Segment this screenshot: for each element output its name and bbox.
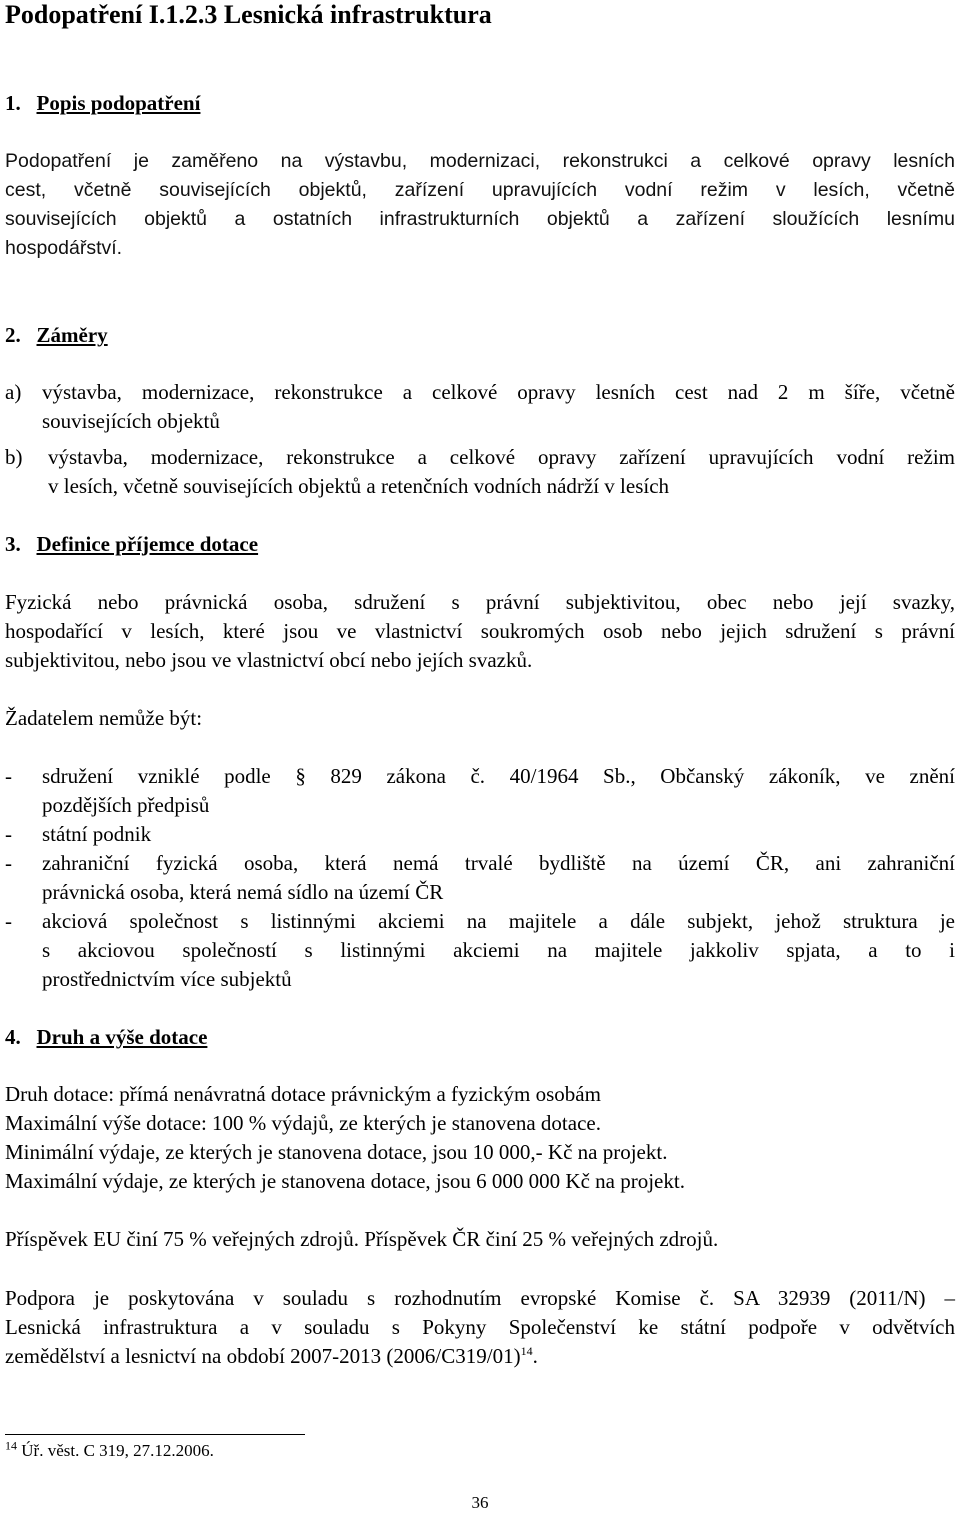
section-3-paragraph [5,588,955,675]
section-1-heading [5,90,200,116]
section-2-title: Záměry [36,323,108,347]
subsidy-line: Minimální výdaje, ze kterých je stanovena dotace, jsou 10 000,- Kč na projekt. [5,1140,668,1164]
support-line-text: zemědělství a lesnictví na období 2007-2013 (2006/C319/01) [5,1344,521,1368]
paragraph-line: souvisejících objektů a ostatních infrastrukturních objektů a zařízení sloužících lesnímu [5,208,955,230]
list-item-line: sdružení vzniklé podle § 829 zákona č. 40/1964 Sb., Občanský zákoník, ve znění [42,764,955,788]
page-number: 36 [471,1493,489,1512]
footnote-divider [5,1434,305,1435]
section-4-title: Druh a výše dotace [36,1025,208,1049]
support-line-end: . [532,1344,538,1368]
list-item-line: akciová společnost s listinnými akciemi na majitele a dále subjekt, jehož struktura je [42,909,955,933]
section-2-number: 2. [5,323,21,347]
section-4-heading [5,1024,207,1050]
document-page [5,0,955,1513]
list-item-text [42,762,955,820]
list-item-text [48,443,955,501]
section-1-paragraph [5,147,955,263]
section-3-number: 3. [5,532,21,556]
list-item-text [42,849,955,907]
list-item-line: výstavba, modernizace, rekonstrukce a celkové opravy lesních cest nad 2 m šíře, včetně [42,380,955,404]
paragraph-line: cest, včetně souvisejících objektů, zařízení upravujících vodní režim v lesích, včetně [5,179,955,201]
list-marker: - [5,822,12,846]
footnote-text: Úř. věst. C 319, 27.12.2006. [21,1441,214,1460]
subsidy-line: Maximální výše dotace: 100 % výdajů, ze kterých je stanovena dotace. [5,1111,601,1135]
list-item-line: souvisejících objektů [42,409,220,433]
list-marker: b) [5,445,23,469]
list-marker: - [5,851,12,875]
footnote [5,1440,214,1462]
section-4-number: 4. [5,1025,21,1049]
paragraph-line [5,1342,955,1371]
list-item-text [42,378,955,436]
list-marker: a) [5,380,22,404]
paragraph-line: Podpora je poskytována v souladu s rozhodnutím evropské Komise č. SA 32939 (2011/N) – [5,1286,955,1310]
list-item-text [42,820,955,849]
section-1-number: 1. [5,91,21,115]
section-3-title: Definice příjemce dotace [36,532,259,556]
list-item-text [42,907,955,994]
ineligible-label: Žadatelem nemůže být: [5,706,203,730]
section-2-heading [5,322,108,348]
footnote-number: 14 [5,1438,17,1453]
paragraph-line: Podopatření je zaměřeno na výstavbu, modernizaci, rekonstrukci a celkové opravy lesních [5,150,955,172]
subsidy-details [5,1080,685,1196]
section-3-heading [5,531,258,557]
paragraph-line: hospodářství. [5,237,123,259]
page-title: Podopatření I.1.2.3 Lesnická infrastruktura [5,0,492,29]
subsidy-line: Druh dotace: přímá nenávratná dotace právnickým a fyzickým osobám [5,1082,601,1106]
list-marker: - [5,909,12,933]
list-item-line: státní podnik [42,822,152,846]
paragraph-line: hospodařící v lesích, které jsou ve vlastnictví soukromých osob nebo jejich sdružení s právní [5,619,955,643]
list-item-line: v lesích, včetně souvisejících objektů a retenčních vodních nádrží v lesích [48,474,670,498]
contribution-line: Příspěvek EU činí 75 % veřejných zdrojů. Příspěvek ČR činí 25 % veřejných zdrojů. [5,1227,719,1251]
list-item-line: právnická osoba, která nemá sídlo na území ČR [42,880,444,904]
paragraph-line: Lesnická infrastruktura a v souladu s Pokyny Společenství ke státní podpoře v odvětvích [5,1315,955,1339]
paragraph-line: Fyzická nebo právnická osoba, sdružení s právní subjektivitou, obec nebo její svazky, [5,590,955,614]
subsidy-line: Maximální výdaje, ze kterých je stanovena dotace, jsou 6 000 000 Kč na projekt. [5,1169,685,1193]
support-paragraph [5,1284,955,1371]
list-item-line: s akciovou společností s listinnými akciemi na majitele jakkoliv spjata, a to i [42,938,955,962]
list-item-line: zahraniční fyzická osoba, která nemá trvalé bydliště na území ČR, ani zahraniční [42,851,955,875]
list-marker: - [5,764,12,788]
paragraph-line: subjektivitou, nebo jsou ve vlastnictví obcí nebo jejích svazků. [5,648,533,672]
list-item-line: prostřednictvím více subjektů [42,967,292,991]
footnote-reference[interactable]: 14 [520,1344,533,1358]
list-item-line: pozdějších předpisů [42,793,210,817]
section-1-title: Popis podopatření [36,91,201,115]
list-item-line: výstavba, modernizace, rekonstrukce a celkové opravy zařízení upravujících vodní režim [48,445,955,469]
